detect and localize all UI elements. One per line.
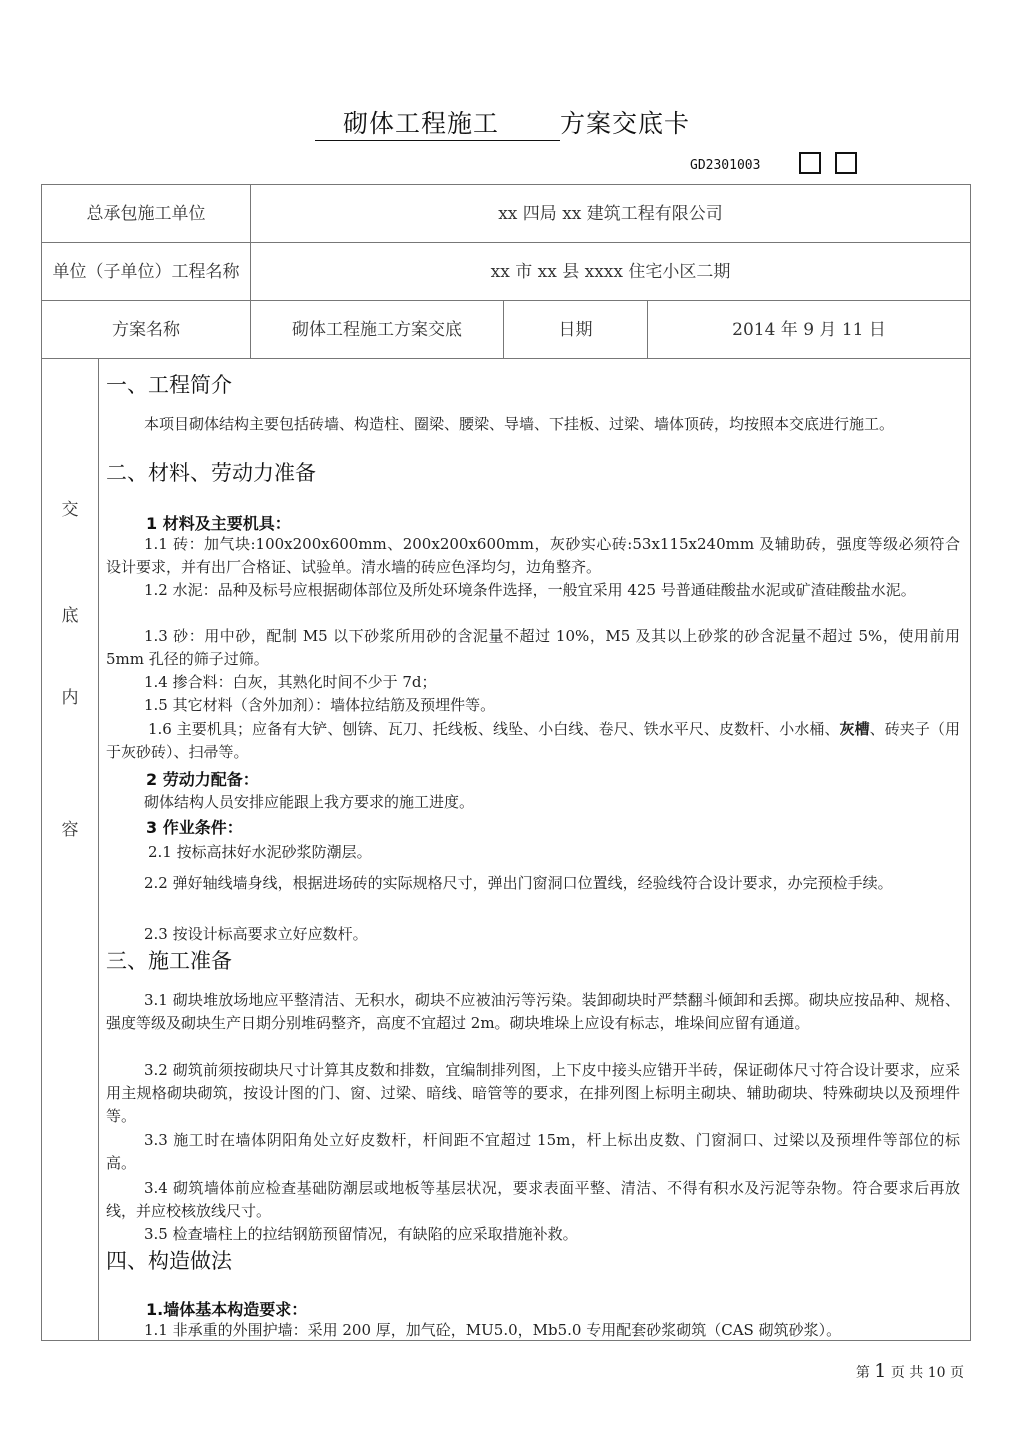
paragraph: 2.1 按标高抹好水泥砂浆防潮层。	[148, 843, 372, 861]
paragraph: 1.1 非承重的外围护墙：采用 200 厚，加气砼，MU5.0，Mb5.0 专用配套砂浆砌筑（CAS 砌筑砂浆）。	[144, 1321, 842, 1339]
paragraph: 3.5 检查墙柱上的拉结钢筋预留情况，有缺陷的应采取措施补救。	[144, 1225, 578, 1243]
contractor-value: xx 四局 xx 建筑工程有限公司	[250, 185, 970, 242]
paragraph: 3.2 砌筑前须按砌块尺寸计算其皮数和排数，宜编制排列图，上下皮中接头应错开半砖，保证砌体尺寸符合设计要求，应采用主规格砌块砌筑，按设计图的门、窗、过梁、暗线、暗管等的要求，在排列图上标明主砌块、辅助砌块、特殊砌块以及预埋件等。	[106, 1061, 960, 1125]
contractor-row	[42, 185, 970, 243]
paragraph: 1.3 砂：用中砂，配制 M5 以下砂浆所用砂的含泥量不超过 10%，M5 及其以上砂浆的砂含泥量不超过 5%，使用前用 5mm 孔径的筛子过筛。	[106, 627, 960, 668]
title-underlined: 砌体工程施工	[315, 108, 560, 141]
side-label-column	[42, 359, 99, 1340]
project-row	[42, 243, 970, 301]
subheading: 2 劳动力配备：	[146, 770, 259, 789]
section-2-heading: 二、材料、劳动力准备	[106, 461, 316, 485]
section-3-heading: 三、施工准备	[106, 949, 232, 973]
text: 、砖夹子（用于灰砂砖）、扫帚等。	[106, 720, 960, 761]
plan-row	[42, 301, 970, 359]
paragraph: 1.1 砖：加气块:100x200x600mm、200x200x600mm，灰砂实心砖:53x115x240mm 及辅助砖，强度等级必须符合设计要求，并有出厂合格证、试验单。清水墙的砖应色泽均匀，边角整齐。	[106, 535, 960, 576]
subheading: 1.墙体基本构造要求：	[146, 1300, 308, 1319]
paragraph: 3.4 砌筑墙体前应检查基础防潮层或地板等基层状况，要求表面平整、清洁、不得有积水及污泥等杂物。符合要求后再放线，并应校核放线尺寸。	[106, 1179, 960, 1220]
paragraph: 本项目砌体结构主要包括砖墙、构造柱、圈梁、腰梁、导墙、下挂板、过梁、墙体顶砖，均按照本交底进行施工。	[144, 415, 895, 433]
document-title	[315, 108, 690, 141]
side-label-char: 交	[61, 500, 79, 520]
bold-text: 灰槽	[839, 720, 870, 738]
paragraph: 2.3 按设计标高要求立好应数杆。	[144, 925, 368, 943]
project-label: 单位（子单位）工程名称	[52, 261, 240, 282]
page-footer	[856, 1360, 964, 1382]
side-label-char: 底	[61, 606, 79, 626]
text: 1.6 主要机具；应备有大铲、刨锛、瓦刀、托线板、线坠、小白线、卷尺、铁水平尺、皮数杆、小水桶、	[148, 720, 840, 738]
subheading: 1 材料及主要机具：	[146, 514, 291, 533]
paragraph: 3.3 施工时在墙体阴阳角处立好皮数杆，杆间距不宜超过 15m，杆上标出皮数、门窗洞口、过梁以及预埋件等部位的标高。	[106, 1131, 960, 1172]
paragraph: 1.2 水泥：品种及标号应根据砌体部位及所处环境条件选择，一般宜采用 425 号普通硅酸盐水泥或矿渣硅酸盐水泥。	[144, 581, 916, 599]
footer-total: 页 共 10 页	[890, 1365, 964, 1381]
date-value: 2014 年 9 月 11 日	[647, 301, 970, 358]
side-label-char: 容	[61, 820, 79, 840]
paragraph: 2.2 弹好轴线墙身线，根据进场砖的实际规格尺寸，弹出门窗洞口位置线，经验线符合设计要求，办完预检手续。	[144, 874, 893, 892]
disclosure-content	[42, 359, 970, 1340]
plan-label: 方案名称	[112, 319, 180, 340]
disclosure-card-table	[41, 184, 971, 1341]
paragraph: 1.5 其它材料（含外加剂）：墙体拉结筋及预埋件等。	[144, 696, 496, 714]
contractor-label: 总承包施工单位	[86, 203, 206, 224]
paragraph: 砌体结构人员安排应能跟上我方要求的施工进度。	[144, 793, 475, 811]
content-body	[106, 359, 960, 1340]
date-label: 日期	[503, 301, 647, 358]
section-1-heading: 一、工程简介	[106, 373, 232, 397]
plan-value: 砌体工程施工方案交底	[250, 301, 503, 358]
footer-prefix: 第	[855, 1365, 870, 1381]
document-code: GD2301003	[690, 158, 761, 173]
paragraph: 1.4 掺合料：白灰，其熟化时间不少于 7d；	[144, 673, 437, 691]
current-page: 1	[874, 1360, 887, 1382]
checkbox-1[interactable]	[799, 152, 821, 174]
section-4-heading: 四、构造做法	[106, 1249, 232, 1273]
title-rest: 方案交底卡	[560, 109, 691, 138]
project-value: xx 市 xx 县 xxxx 住宅小区二期	[250, 243, 970, 300]
paragraph	[106, 718, 960, 764]
checkbox-2[interactable]	[835, 152, 857, 174]
side-label-char: 内	[61, 688, 79, 708]
paragraph: 3.1 砌块堆放场地应平整清洁、无积水，砌块不应被油污等污染。装卸砌块时严禁翻斗倾卸和丢掷。砌块应按品种、规格、强度等级及砌块生产日期分别堆码整齐，高度不宜超过 2m。砌块堆垛上应设有标志，堆垛间应留有通道。	[106, 991, 960, 1032]
subheading: 3 作业条件：	[146, 818, 243, 837]
